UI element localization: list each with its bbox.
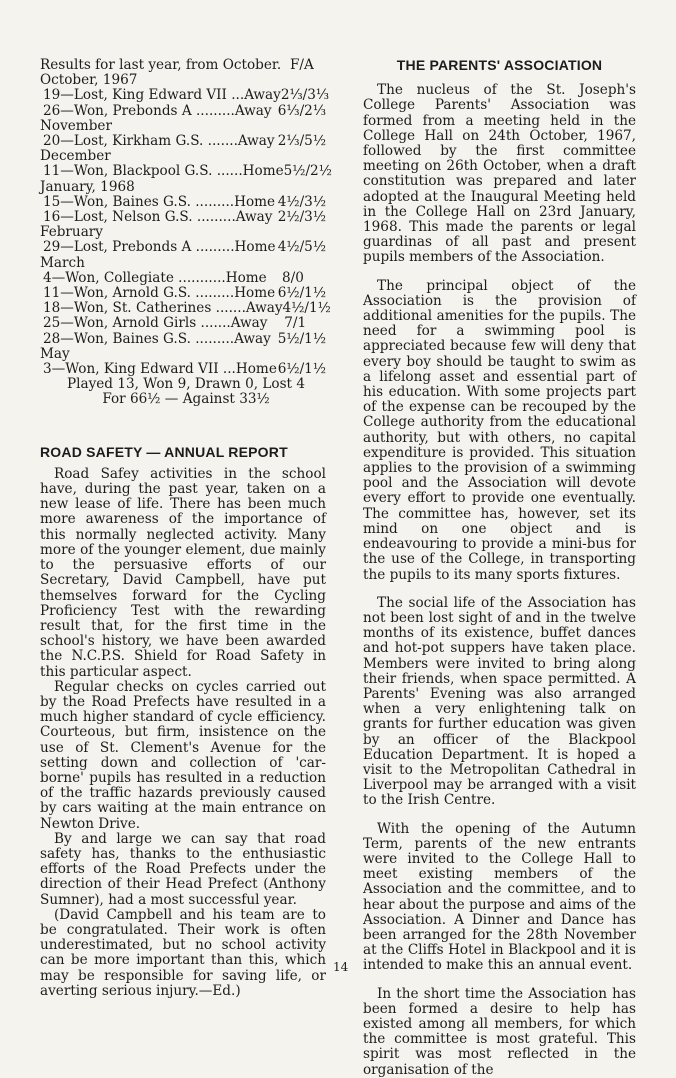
road-safety-paragraph: Regular checks on cycles carried out by the Road Prefects have resulted in a much higher standard of cycle efficiency. Courteous, but firm, insistence on the use of St. Clement's Avenue for the setting down and collection of 'car-borne' pupils has resulted in a reduction of the traffic hazards previously caused by cars waiting at the main entrance on Newton Drive.: [40, 678, 326, 832]
road-safety-paragraph: Road Safey activities in the school have, during the past year, taken on a new lease of life. There has been much more awareness of the importance of this normally neglected activity. Many more of the younger element, due mainly to the persuasive efforts of our Secretary, David Campbell, have put themselves forward for the Cycling Proficiency Test with the rewarding result that, for the first time in the school's history, we have been awarded the N.C.P.S. Shield for Road Safety in this particular aspect.: [40, 465, 326, 680]
road-safety-paragraph: By and large we can say that road safety has, thanks to the enthusiastic efforts of the Road Prefects under the direction of their Head Prefect (Anthony Sumner), had a most successful year.: [40, 830, 326, 908]
match-score: 8/0: [282, 269, 304, 286]
results-table: [40, 72, 332, 378]
match-description: 15—Won, Baines G.S. .........: [43, 193, 235, 210]
match-venue: Away: [234, 102, 272, 119]
results-month-heading: December: [40, 148, 111, 165]
parents-association-paragraph: The nucleus of the St. Joseph's College Parents' Association was formed from a meeting held in the College Hall on 24th October, 1967, followed by the first committee meeting on 26th October, when a draft constitution was prepared and later adopted at the Inaugural Meeting held in the College Hall on 23rd January, 1968. This made the parents or legal guardinas of all past and present pupils members of the Association.: [363, 82, 636, 266]
match-venue: Away: [235, 209, 273, 226]
match-description: 20—Lost, Kirkham G.S. .......: [43, 133, 238, 150]
results-month-heading: November: [40, 117, 112, 134]
results-match-row: [40, 286, 326, 301]
match-score: 2⅓/5½: [277, 133, 326, 150]
match-score: 4½/5½: [277, 239, 326, 256]
match-description: 28—Won, Baines G.S. .........: [43, 330, 235, 347]
results-match-row: [40, 163, 332, 180]
results-match-row: [40, 195, 326, 210]
match-score: 4½/1½: [282, 300, 331, 317]
parents-association-body: [363, 83, 636, 1078]
results-intro: Results for last year, from October. F/A: [40, 57, 314, 73]
match-score: 6½/1½: [277, 285, 326, 302]
results-match-row: [40, 87, 330, 104]
match-venue: Home: [235, 361, 277, 378]
match-venue: Away: [230, 315, 268, 332]
results-match-row: [40, 300, 331, 317]
match-score: 7/1: [284, 315, 307, 332]
match-description: 3—Won, King Edward VII ...: [43, 361, 236, 378]
match-description: 26—Won, Prebonds A .........: [43, 102, 235, 119]
match-description: 4—Won, Collegiate ...........: [43, 269, 226, 286]
results-month-heading: March: [40, 254, 85, 271]
parents-association-paragraph: In the short time the Association has been formed a desire to help has existed among all members, for which the committee is most grateful. This spirit was most reflected in the organisation of the: [363, 985, 636, 1078]
results-month-heading: October, 1967: [40, 72, 138, 89]
match-score: 4½/3½: [277, 193, 326, 210]
left-column: [40, 57, 332, 999]
road-safety-paragraph: (David Campbell and his team are to be congratulated. Their work is often underestimated, but no school activity can be more important than this, which may be responsible for saving life, or averting serious injury.—Ed.): [40, 906, 326, 999]
results-match-row: [40, 210, 326, 225]
parents-association-paragraph: The principal object of the Association is the provision of additional amenities for the pupils. The need for a swimming pool is appreciated because few will deny that every boy should be taught to swim as a lifelong asset and essential part of his education. With some projects part of the expense can be recouped by the College authority from the educational authority, but with others, no capital expenditure is provided. This situation applies to the provision of a swimming pool and the Association will devote every effort to provide one eventually. The committee has, however, set its mind on one object and is endeavouring to provide a mini-bus for the use of the College, in transporting the pupils to its many sports fixtures.: [363, 277, 636, 583]
road-safety-title: ROAD SAFETY — ANNUAL REPORT: [40, 443, 288, 460]
match-venue: Away: [237, 133, 275, 150]
match-score: 2½/3½: [277, 209, 326, 226]
parents-association-paragraph: The social life of the Association has not been lost sight of and in the twelve months of its existence, buffet dances and hot-pot suppers have taken place. Members were invited to bring along their friends, when space permitted. A Parents' Evening was also arranged when a very enlightening talk on grants for further education was given by an officer of the Blackpool Education Department. It is hoped a visit to the Metropolitan Cathedral in Liverpool may be arranged with a visit to the Irish Centre.: [363, 594, 636, 809]
road-safety-body: [40, 467, 326, 999]
match-venue: Home: [242, 163, 284, 180]
match-description: 11—Won, Arnold G.S. .........: [43, 285, 235, 302]
match-description: 25—Won, Arnold Girls .......: [43, 315, 231, 332]
match-description: 11—Won, Blackpool G.S. ......: [43, 163, 243, 180]
match-description: 18—Won, St. Catherines .......: [43, 300, 246, 317]
results-month-heading: May: [40, 345, 70, 362]
results-match-row: [40, 240, 326, 255]
results-month-heading: January, 1968: [40, 178, 135, 195]
match-venue: Home: [234, 193, 276, 210]
results-column-heading: F/A: [290, 57, 314, 73]
match-venue: Home: [234, 239, 276, 256]
right-column: [363, 58, 636, 1078]
results-month-heading: February: [40, 224, 103, 241]
match-description: 16—Lost, Nelson G.S. .........: [43, 209, 236, 226]
results-summary-played: Played 13, Won 9, Drawn 0, Lost 4: [66, 376, 305, 393]
match-venue: Away: [234, 330, 271, 347]
page-number: 14: [333, 960, 349, 974]
match-score: 6½/1½: [277, 361, 326, 378]
results-match-row: [40, 316, 326, 331]
match-description: 19—Lost, King Edward VII ...: [43, 87, 245, 104]
match-score: 2⅓/3⅓: [280, 87, 330, 104]
match-venue: Away: [244, 87, 281, 104]
results-match-row: [40, 271, 326, 286]
match-score: 6⅓/2⅓: [277, 102, 326, 119]
results-match-row: [40, 104, 326, 119]
results-match-row: [40, 134, 326, 149]
parents-association-paragraph: With the opening of the Autumn Term, parents of the new entrants were invited to the College Hall to meet existing members of the Association and the committee, and to hear about the purpose and aims of the Association. A Dinner and Dance has been arranged for the 28th November at the Cliffs Hotel in Blackpool and it is intended to make this an annual event.: [363, 820, 636, 974]
match-score: 5½/1½: [277, 330, 326, 347]
match-venue: Home: [234, 285, 276, 302]
results-match-row: [40, 362, 326, 377]
match-description: 29—Lost, Prebonds A .........: [43, 239, 235, 256]
results-summary-totals: For 66½ — Against 33½: [102, 391, 270, 408]
parents-association-title: THE PARENTS' ASSOCIATION: [396, 57, 603, 73]
match-venue: Home: [225, 269, 267, 286]
match-venue: Away: [245, 300, 283, 317]
match-score: 5½/2½: [283, 163, 332, 180]
results-match-row: [40, 332, 326, 347]
